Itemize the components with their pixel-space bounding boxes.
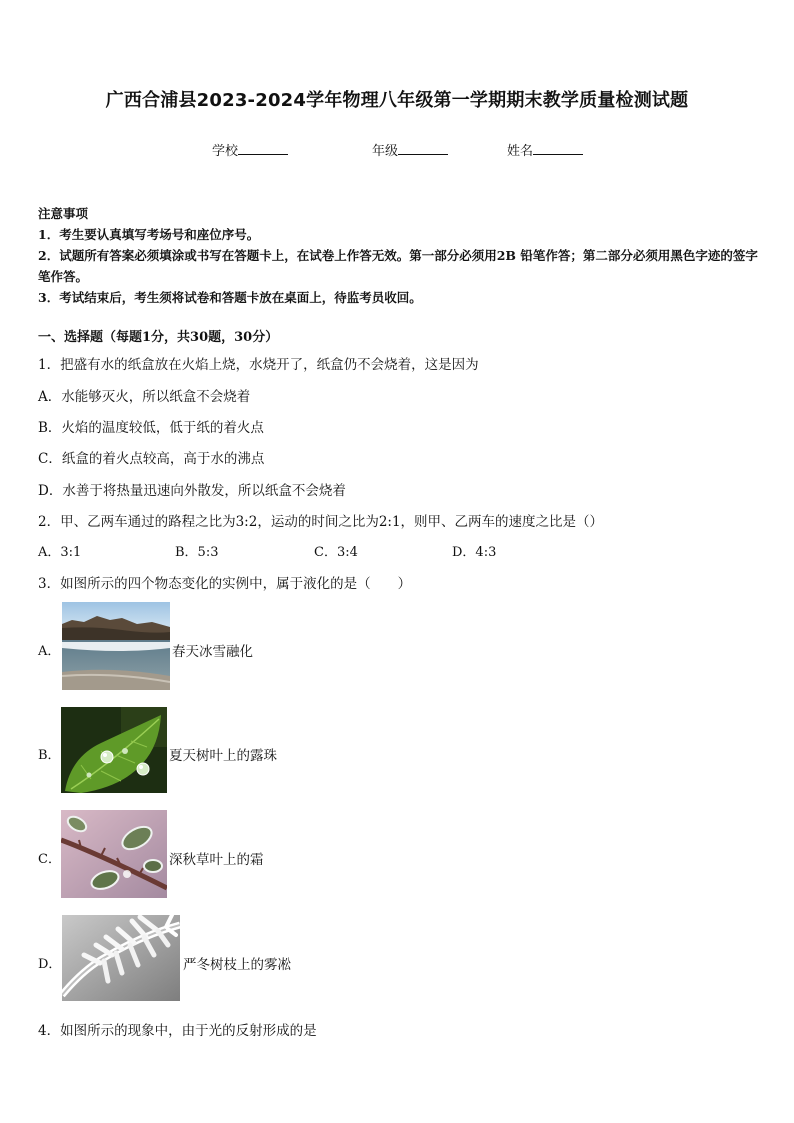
name-blank[interactable] <box>533 142 583 155</box>
school-label: 学校 <box>212 144 239 159</box>
option-letter: C． <box>38 852 61 867</box>
question-1-stem: 1．把盛有水的纸盒放在火焰上烧，水烧开了，纸盒仍不会烧着，这是因为 <box>38 357 479 373</box>
question-2-option-b: B．5:3 <box>175 545 219 560</box>
question-2-option-c: C．3:4 <box>314 545 358 560</box>
name-field <box>507 140 583 159</box>
rime-branch-photo <box>62 915 180 1001</box>
lake-photo <box>62 602 170 690</box>
option-letter: B． <box>38 748 61 763</box>
grade-blank[interactable] <box>398 142 448 155</box>
section-heading: 一、选择题（每题1分，共30题，30分） <box>38 330 279 345</box>
page-title: 广西合浦县2023-2024学年物理八年级第一学期期末教学质量检测试题 <box>105 90 689 111</box>
note-item: 2．试题所有答案必须填涂或书写在答题卡上，在试卷上作答无效。第一部分必须用2B 铅笔作答；第二部分必须用黑色字迹的签字笔作答。 <box>38 248 758 284</box>
question-1-option-a: A．水能够灭火，所以纸盒不会烧着 <box>38 389 251 405</box>
option-caption: 春天冰雪融化 <box>172 644 253 660</box>
school-field <box>212 140 288 159</box>
question-1-option-d: D．水善于将热量迅速向外散发，所以纸盒不会烧着 <box>38 483 346 499</box>
notes-heading: 注意事项 <box>38 206 89 221</box>
question-4-stem: 4．如图所示的现象中，由于光的反射形成的是 <box>38 1023 317 1039</box>
option-letter: D． <box>38 957 62 972</box>
question-1-option-b: B．火焰的温度较低，低于纸的着火点 <box>38 420 264 436</box>
question-3-stem: 3．如图所示的四个物态变化的实例中，属于液化的是（ ） <box>38 576 412 592</box>
note-item: 3．考试结束后，考生须将试卷和答题卡放在桌面上，待监考员收回。 <box>38 290 422 305</box>
frost-leaf-photo <box>61 810 167 898</box>
question-1-option-c: C．纸盒的着火点较高，高于水的沸点 <box>38 451 265 467</box>
option-caption: 夏天树叶上的露珠 <box>169 748 277 764</box>
grade-field <box>372 140 448 159</box>
option-caption: 深秋草叶上的霜 <box>169 852 264 868</box>
school-blank[interactable] <box>238 142 288 155</box>
dew-leaf-photo <box>61 707 167 793</box>
option-letter: A． <box>38 644 61 659</box>
exam-notes <box>38 203 760 308</box>
question-2-option-d: D．4:3 <box>452 545 497 560</box>
question-2-stem: 2．甲、乙两车通过的路程之比为3:2，运动的时间之比为2:1，则甲、乙两车的速度之比是（） <box>38 514 604 530</box>
question-2-option-a: A．3:1 <box>38 545 82 560</box>
name-label: 姓名 <box>507 144 534 159</box>
student-info-fields <box>0 140 794 160</box>
option-caption: 严冬树枝上的雾凇 <box>183 957 291 973</box>
grade-label: 年级 <box>372 144 399 159</box>
note-item: 1．考生要认真填写考场号和座位序号。 <box>38 227 260 242</box>
